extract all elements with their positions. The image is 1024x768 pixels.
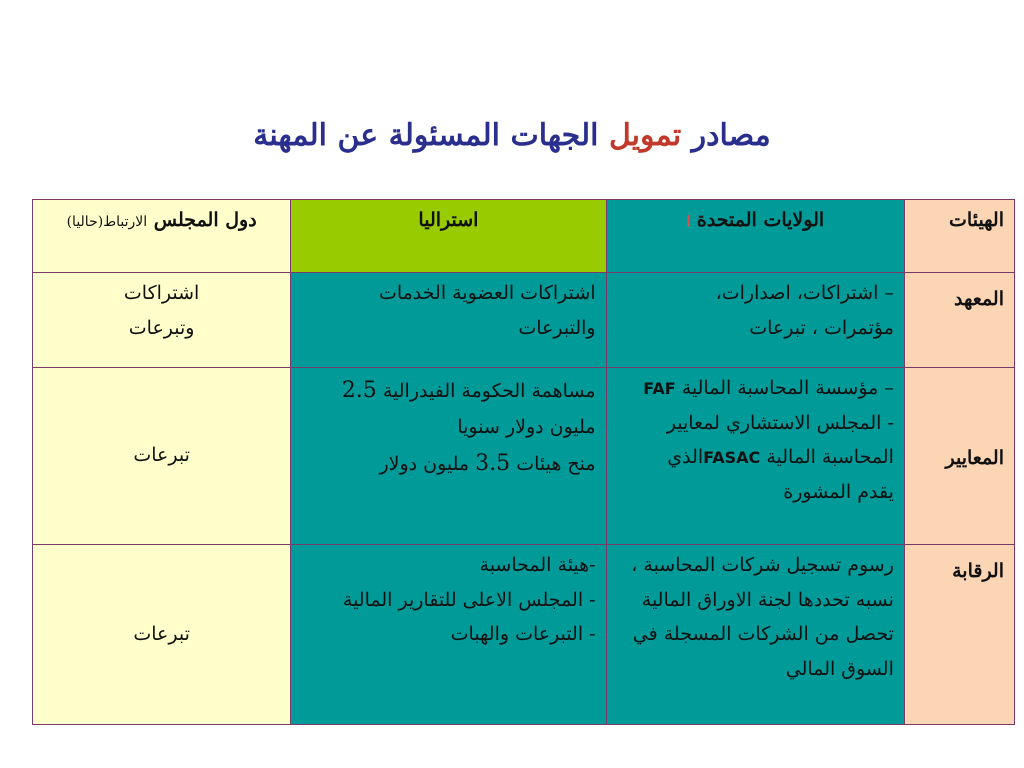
header-us-mark: ا xyxy=(686,214,691,230)
cell-standards-australia: مساهمة الحكومة الفيدرالية 2.5 مليون دولار سنويا منح هيئات 3.5 مليون دولار xyxy=(291,368,606,545)
table-row-oversight xyxy=(33,545,1015,725)
header-org: الهيئات xyxy=(904,200,1014,273)
table-row-standards xyxy=(33,368,1015,545)
cell-oversight-gcc: تبرعات xyxy=(33,545,291,725)
cell-institute-australia: اشتراكات العضوية الخدمات والتبرعات xyxy=(291,273,606,368)
funding-table xyxy=(32,199,1015,725)
cell-standards-us: – مؤسسة المحاسبة المالية FAF - المجلس الاستشاري لمعايير المحاسبة المالية FASACالذي يقدم المشورة xyxy=(606,368,904,545)
fasac-code: FASAC xyxy=(703,448,761,468)
amount-federal: 2.5 xyxy=(341,378,377,403)
cell-institute-gcc: اشتراكات وتبرعات xyxy=(33,273,291,368)
header-gcc xyxy=(33,200,291,273)
table-header-row xyxy=(33,200,1015,273)
cell-oversight-us: رسوم تسجيل شركات المحاسبة ، نسبه تحددها لجنة الاوراق المالية تحصل من الشركات المسجلة في السوق المالي xyxy=(606,545,904,725)
title-part-2: الجهات المسئولة عن المهنة xyxy=(253,118,599,153)
row-label-institute: المعهد xyxy=(904,273,1014,368)
title-accent: تمويل xyxy=(608,118,682,153)
title-part-1: مصادر xyxy=(691,118,771,153)
page-title xyxy=(0,118,1024,153)
header-australia: استراليا xyxy=(291,200,606,273)
cell-standards-gcc: تبرعات xyxy=(33,368,291,545)
amount-grants: 3.5 xyxy=(475,451,511,477)
cell-institute-us: – اشتراكات، اصدارات، مؤتمرات ، تبرعات xyxy=(606,273,904,368)
header-us xyxy=(606,200,904,273)
row-label-oversight: الرقابة xyxy=(904,545,1014,725)
header-gcc-note: الارتباط(حاليا) xyxy=(66,214,148,230)
faf-code: FAF xyxy=(643,379,676,398)
table-row-institute xyxy=(33,273,1015,368)
header-us-label: الولايات المتحدة xyxy=(696,209,825,231)
row-label-standards: المعايير xyxy=(904,368,1014,545)
cell-oversight-australia: -هيئة المحاسبة - المجلس الاعلى للتقارير المالية - التبرعات والهبات xyxy=(291,545,606,725)
header-gcc-label: دول المجلس xyxy=(153,209,257,231)
